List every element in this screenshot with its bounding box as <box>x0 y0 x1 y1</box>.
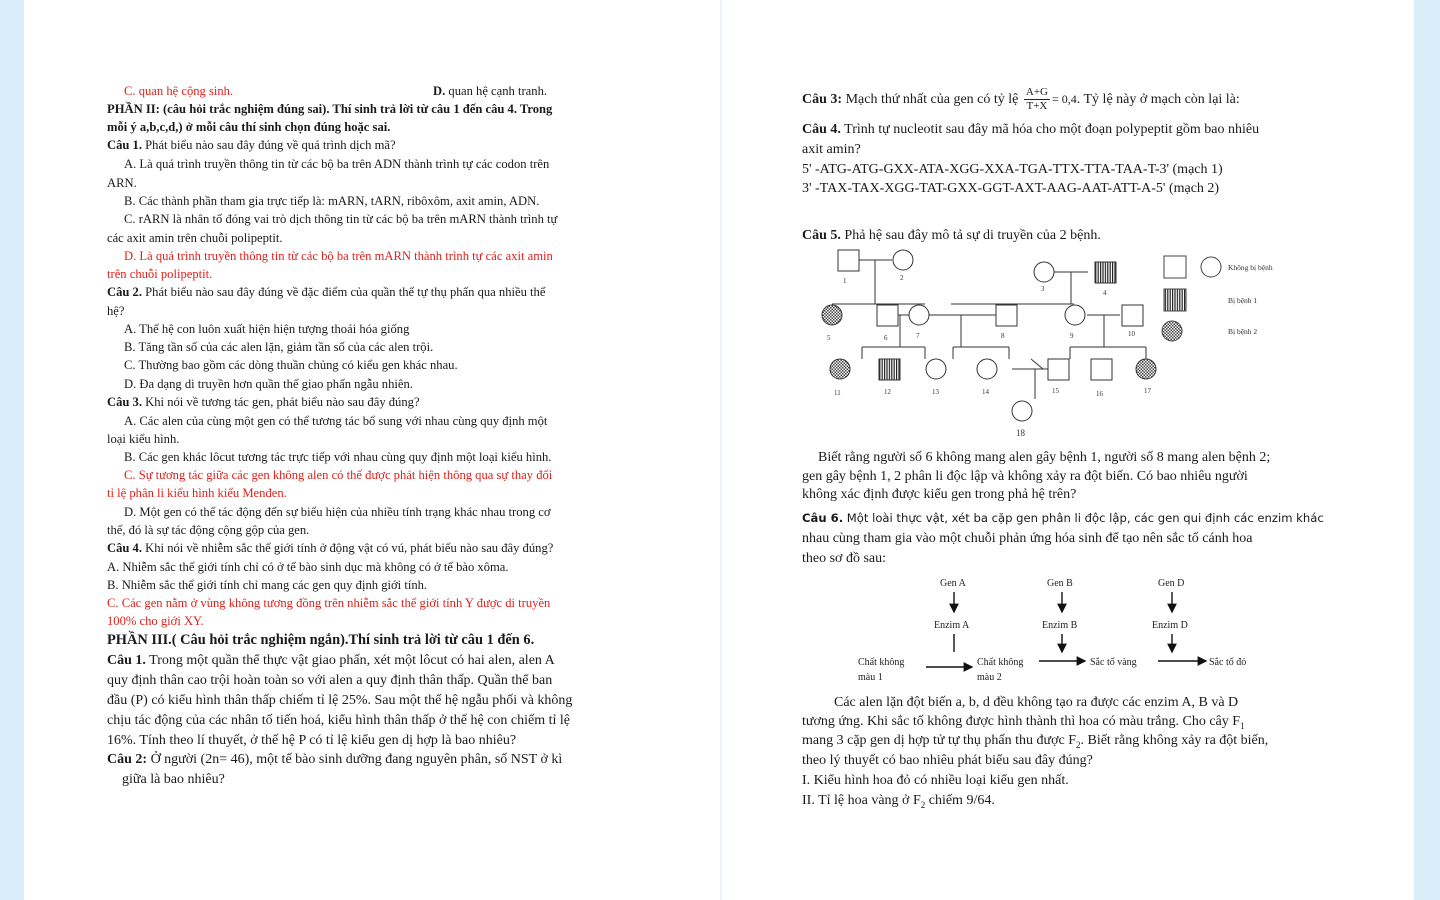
statement-ii-text: II. Tỉ lệ hoa vàng ở F <box>802 793 921 808</box>
r-q6-cont-line3-text: mang 3 cặp gen dị hợp tử tự thụ phấn thu được F <box>802 733 1076 748</box>
q4-option-a: A. Nhiễm sắc thể giới tính chỉ có ở tế bào sinh dục mà không có ở tế bào xôma. <box>107 560 509 574</box>
r-q3-question: . Tỷ lệ này ở mạch còn lại là: <box>1076 92 1240 107</box>
substrate-2-line1: Chất không <box>977 657 1024 668</box>
r-q6-cont-line1: Các alen lặn đột biến a, b, d đều không tạo ra được các enzim A, B và D <box>834 695 1239 710</box>
f2-subscript: 2 <box>1075 739 1081 750</box>
label-5: 5 <box>827 334 831 342</box>
q3-option-d-line2: thể, đó là sự tác động cộng gộp của gen. <box>107 523 310 537</box>
r-q6-statement-ii <box>802 794 995 810</box>
r-q6-line2: nhau cùng tham gia vào một chuỗi phản ứng hóa sinh để tạo nên sắc tố cánh hoa <box>802 531 1253 546</box>
r-q6-statement-i: I. Kiểu hình hoa đỏ có nhiều loại kiểu gen nhất. <box>802 773 1069 788</box>
r-q4-line2: axit amin? <box>802 142 861 157</box>
q2-text: Phát biểu nào sau đây đúng về đặc điểm của quần thể tự thụ phấn qua nhiều thế <box>142 285 546 299</box>
f2-subscript-ii: 2 <box>920 799 926 810</box>
q3-option-c-line1: C. Sự tương tác giữa các gen không alen có thể được phát hiện thông qua sự thay đổi <box>124 468 553 482</box>
individual-10 <box>1122 305 1143 326</box>
ratio-value: = 0,4 <box>1051 92 1077 106</box>
r-q6-cont-line4: theo lý thuyết có bao nhiêu phát biểu sau đây đúng? <box>802 753 1093 768</box>
p3-q2-line1 <box>107 753 562 767</box>
q2-option-c: C. Thường bao gồm các dòng thuần chủng có kiểu gen khác nhau. <box>124 358 458 372</box>
q2-option-a: A. Thế hệ con luôn xuất hiện hiện tượng thoái hóa giống <box>124 322 410 336</box>
enzim-b-label: Enzim B <box>1042 620 1078 631</box>
r-q5-body-line1: Biết rằng người số 6 không mang alen gây bệnh 1, người số 8 mang alen bệnh 2; <box>818 450 1271 465</box>
label-4: 4 <box>1103 289 1107 297</box>
dna-strand-1: 5' -ATG-ATG-GXX-ATA-XGG-XXA-TGA-TTX-TTA-TAA-T-3' (mạch 1) <box>802 162 1223 177</box>
label-11: 11 <box>834 389 841 397</box>
r-q5-body-line3: không xác định được kiểu gen trong phả hệ trên? <box>802 487 1077 502</box>
q3-option-a-line2: loại kiểu hình. <box>107 432 180 446</box>
left-margin <box>0 0 24 900</box>
r-q6-label: Câu 6. <box>802 511 844 525</box>
page-left <box>24 0 720 900</box>
q4-label: Câu 4. <box>107 541 142 555</box>
label-17: 17 <box>1144 387 1151 395</box>
r-q5-text: Phả hệ sau đây mô tả sự di truyền của 2 bệnh. <box>840 228 1101 243</box>
r-q6-cont-line2 <box>802 715 1245 731</box>
label-18: 18 <box>1016 428 1025 438</box>
individual-13 <box>926 359 946 379</box>
individual-4 <box>1095 262 1116 283</box>
q1-option-d-line2: trên chuỗi polipeptit. <box>107 267 213 281</box>
individual-2 <box>893 250 913 270</box>
q3-option-c-line2: tỉ lệ phân li kiểu hình kiểu Menđen. <box>107 486 287 500</box>
q1-option-a-line1: A. Là quá trình truyền thông tin từ các bộ ba trên ADN thành trình tự các codon trên <box>124 157 550 171</box>
f1-subscript: 1 <box>1240 720 1245 731</box>
label-1: 1 <box>843 277 847 285</box>
label-3: 3 <box>1041 285 1045 293</box>
label-10: 10 <box>1128 330 1135 338</box>
individual-8 <box>996 305 1017 326</box>
r-q6-cont-line3 <box>802 734 1268 750</box>
label-14: 14 <box>982 388 989 396</box>
r-q4-line1 <box>802 123 1259 137</box>
q3-option-a-line1: A. Các alen của cùng một gen có thể tương tác bổ sung với nhau cùng quy định một <box>124 414 548 428</box>
q4-text: Khi nói về nhiễm sắc thể giới tính ở động vật có vú, phát biểu nào sau đây đúng? <box>142 541 554 555</box>
q2-stem-line2: hệ? <box>107 304 125 318</box>
label-16: 16 <box>1096 390 1103 398</box>
statement-ii-tail: chiếm 9/64. <box>925 793 995 808</box>
dna-strand-2: 3' -TAX-TAX-XGG-TAT-GXX-GGT-AXT-AAG-AAT-ATT-A-5' (mạch 2) <box>802 181 1220 196</box>
label-8: 8 <box>1001 332 1005 340</box>
part3-heading: PHẦN III.( Câu hỏi trắc nghiệm ngắn).Thí sinh trả lời từ câu 1 đến 6. <box>107 632 535 648</box>
legend-healthy-label: Không bị bệnh <box>1228 263 1273 272</box>
yellow-pigment-label: Sắc tố vàng <box>1090 657 1137 668</box>
r-q3-label: Câu 3: <box>802 92 843 107</box>
individual-14 <box>977 359 997 379</box>
individual-11 <box>830 359 850 379</box>
r-q5-label: Câu 5. <box>802 228 841 243</box>
r-q5-body-line2: gen gây bệnh 1, 2 phân li độc lập và không xảy ra đột biến. Có bao nhiêu người <box>802 469 1248 484</box>
q2-option-d: D. Đa dạng di truyền hơn quần thể giao phấn ngẫu nhiên. <box>124 377 413 391</box>
fraction-denominator: T+X <box>1026 100 1048 113</box>
pathway-diagram <box>842 570 1282 690</box>
q1-option-a-line2: ARN. <box>107 176 137 190</box>
r-q6-cont-line3-tail: . Biết rằng không xảy ra đột biến, <box>1080 733 1269 748</box>
q4-option-b: B. Nhiễm sắc thể giới tính chỉ mang các gen quy định giới tính. <box>107 578 428 592</box>
p3-q2-line2: giữa là bao nhiêu? <box>122 772 225 787</box>
q3-label: Câu 3. <box>107 395 142 409</box>
q3-option-b: B. Các gen khác lôcut tương tác trực tiếp với nhau cùng quy định một loại kiểu hình. <box>124 450 552 464</box>
q-prev-option-d: D. quan hệ cạnh tranh. <box>433 84 548 98</box>
q1-stem <box>107 139 396 152</box>
label-2: 2 <box>900 274 904 282</box>
r-q6-cont-line2-text: tương ứng. Khi sắc tố không được hình thành thì hoa có màu trắng. Cho cây F <box>802 714 1241 729</box>
red-pigment-label: Sắc tố đỏ <box>1209 657 1247 668</box>
part2-heading-line2: mỗi ý a,b,c,d,) ở mỗi câu thí sinh chọn đúng hoặc sai. <box>107 120 391 134</box>
gen-a-label: Gen A <box>940 578 966 589</box>
gen-b-label: Gen B <box>1047 578 1073 589</box>
q4-stem <box>107 542 553 555</box>
fraction-numerator: A+G <box>1025 86 1048 99</box>
r-q3-line <box>802 86 1240 113</box>
substrate-2-line2: màu 2 <box>977 672 1002 683</box>
label-13: 13 <box>932 388 939 396</box>
individual-16 <box>1091 359 1112 380</box>
enzim-a-label: Enzim A <box>934 620 970 631</box>
q3-stem <box>107 396 420 409</box>
individual-1 <box>838 250 859 271</box>
p3-q1-line2: quy định thân cao trội hoàn toàn so với alen a quy định thân thấp. Quần thể ban <box>107 673 553 688</box>
q2-label: Câu 2. <box>107 285 142 299</box>
substrate-1-line2: màu 1 <box>858 672 883 683</box>
legend-disease2-label: Bị bệnh 2 <box>1228 327 1258 336</box>
individual-12 <box>879 359 900 380</box>
q1-option-c-line1: C. rARN là nhân tố đóng vai trò dịch thông tin từ các bộ ba trên mARN thành trình tự <box>124 212 558 226</box>
legend-square-healthy <box>1164 256 1186 278</box>
r-q4-label: Câu 4. <box>802 122 841 137</box>
p3-q1-line4: chịu tác động của các nhân tố tiến hoá, kiểu hình thân thấp ở thế hệ con chiếm tỉ lệ <box>107 713 571 728</box>
q3-option-d-line1: D. Một gen có thể tác động đến sự biểu hiện của nhiều tính trạng khác nhau trong cơ <box>124 505 551 519</box>
legend-disease1-symbol <box>1164 289 1186 311</box>
q4-option-c-line1: C. Các gen nằm ở vùng không tương đồng trên nhiễm sắc thể giới tính Y được di truyền <box>107 596 551 610</box>
gen-d-label: Gen D <box>1158 578 1185 589</box>
individual-3 <box>1034 262 1054 282</box>
individual-5 <box>822 305 842 325</box>
q2-option-b: B. Tăng tần số của các alen lặn, giảm tần số của các alen trội. <box>124 340 434 354</box>
individual-9 <box>1065 305 1085 325</box>
label-12: 12 <box>884 388 891 396</box>
label-9: 9 <box>1070 332 1074 340</box>
q1-label: Câu 1. <box>107 138 142 152</box>
q1-option-c-line2: các axit amin trên chuỗi polipeptit. <box>107 231 283 245</box>
q-prev-option-c: C. quan hệ cộng sinh. <box>124 84 234 98</box>
individual-18 <box>1012 401 1032 421</box>
r-q6-text: Một loài thực vật, xét ba cặp gen phân li độc lập, các gen qui định các enzim khác <box>843 511 1324 525</box>
pedigree-legend <box>1162 256 1273 341</box>
p3-q1-text: Trong một quần thể thực vật giao phấn, xét một lôcut có hai alen, alen A <box>145 653 555 668</box>
label-7: 7 <box>916 332 920 340</box>
individual-17 <box>1136 359 1156 379</box>
label-15: 15 <box>1052 387 1059 395</box>
pedigree-diagram <box>812 244 1292 444</box>
legend-disease1-label: Bị bệnh 1 <box>1228 296 1258 305</box>
r-q6-line3: theo sơ đồ sau: <box>802 551 887 566</box>
q1-text: Phát biểu nào sau đây đúng về quá trình dịch mã? <box>142 138 396 152</box>
enzim-d-label: Enzim D <box>1152 620 1188 631</box>
r-q4-text: Trình tự nucleotit sau đây mã hóa cho một đoạn polypeptit gồm bao nhiêu <box>840 122 1260 137</box>
p3-q1-line1 <box>107 654 555 668</box>
q1-option-d-line1: D. Là quá trình truyền thông tin từ các bộ ba trên mARN thành trình tự các axit amin <box>124 249 553 263</box>
label-6: 6 <box>884 334 888 342</box>
right-margin <box>1414 0 1440 900</box>
p3-q2-label: Câu 2: <box>107 752 148 767</box>
part2-heading-line1: PHẦN II: (câu hỏi trắc nghiệm đúng sai). Thí sinh trả lời từ câu 1 đến câu 4. Trong <box>107 102 553 116</box>
individual-6 <box>877 305 898 326</box>
option-d-text: quan hệ cạnh tranh. <box>445 84 548 98</box>
substrate-1-line1: Chất không <box>858 657 905 668</box>
q1-option-b: B. Các thành phần tham gia trực tiếp là: mARN, tARN, ribôxôm, axit amin, ADN. <box>124 194 540 208</box>
p3-q2-text: Ở người (2n= 46), một tế bào sinh dưỡng đang nguyên phân, số NST ở kì <box>147 752 563 767</box>
legend-disease2-symbol <box>1162 321 1182 341</box>
q2-stem-line1 <box>107 286 545 299</box>
p3-q1-line3: đầu (P) có kiểu hình thân thấp chiếm tỉ lệ 25%. Sau một thế hệ ngẫu phối và không <box>107 693 573 708</box>
legend-circle-healthy <box>1201 257 1221 277</box>
page-right <box>722 0 1414 900</box>
r-q6-line1 <box>802 513 1324 525</box>
q3-text: Khi nói về tương tác gen, phát biểu nào sau đây đúng? <box>142 395 420 409</box>
individual-15 <box>1048 359 1069 380</box>
individual-7 <box>909 305 929 325</box>
q4-option-c-line2: 100% cho giới XY. <box>107 614 204 628</box>
p3-q1-line5: 16%. Tính theo lí thuyết, ở thế hệ P có tỉ lệ kiểu gen dị hợp là bao nhiêu? <box>107 733 517 748</box>
r-q3-text: Mạch thứ nhất của gen có tỷ lệ <box>842 92 1022 107</box>
r-q5-stem <box>802 229 1101 243</box>
ratio-fraction <box>1024 86 1050 113</box>
p3-q1-label: Câu 1. <box>107 653 146 668</box>
